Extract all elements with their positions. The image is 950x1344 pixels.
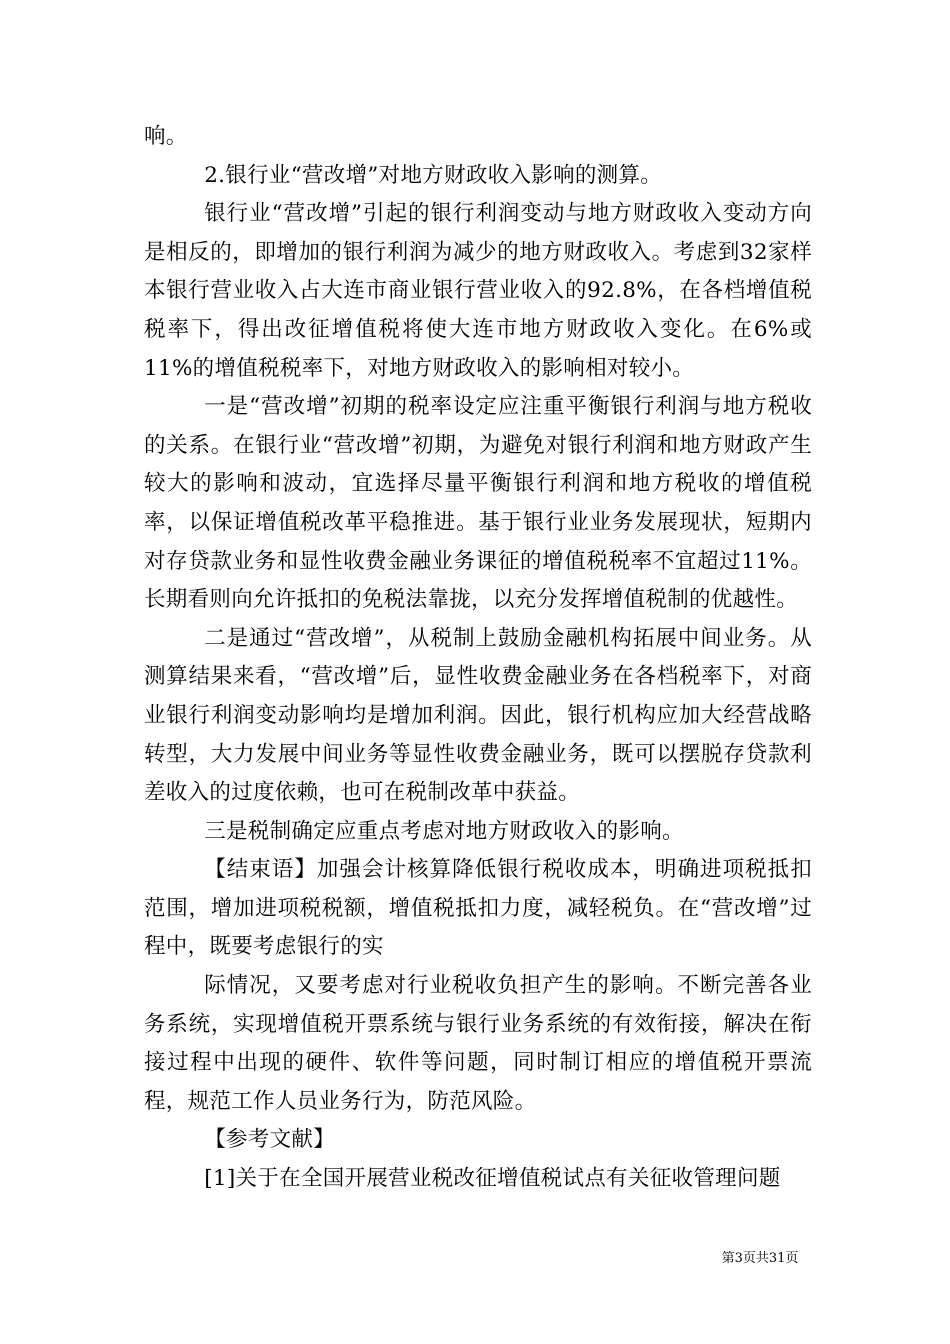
page-number: 第3页共31页 <box>721 1251 799 1266</box>
paragraph: 二是通过“营改增”，从税制上鼓励金融机构拓展中间业务。从测算结果来看，“营改增”后，显性收费金融业务在各档税率下，对商业银行利润变动影响均是增加利润。因此，银行机构应加大经营战略转型，大力发展中间业务等显性收费金融业务，既可以摆脱存贷款利差收入的过度依赖，也可在税制改革中获益。 <box>144 625 812 806</box>
paragraph: 2.银行业“营改增”对地方财政收入影响的测算。 <box>204 162 663 188</box>
paragraph: 三是税制确定应重点考虑对地方财政收入的影响。 <box>204 818 684 844</box>
paragraph: 响。 <box>144 124 188 149</box>
document-body <box>144 118 812 1199</box>
paragraph: 银行业“营改增”引起的银行利润变动与地方财政收入变动方向是相反的，即增加的银行利润为减少的地方财政收入。考虑到32家样本银行营业收入占大连市商业银行营业收入的92.8%，在各档增值税税率下，得出改征增值税将使大连市地方财政收入变化。在6%或11%的增值税税率下，对地方财政收入的影响相对较小。 <box>144 201 812 381</box>
references-heading: 【参考文献】 <box>204 1127 335 1153</box>
paragraph: 【结束语】加强会计核算降低银行税收成本，明确进项税抵扣范围，增加进项税税额，增值税抵扣力度，减轻税负。在“营改增”过程中，既要考虑银行的实 <box>144 857 812 960</box>
paragraph: 际情况，又要考虑对行业税收负担产生的影响。不断完善各业务系统，实现增值税开票系统与银行业务系统的有效衔接，解决在衔接过程中出现的硬件、软件等问题，同时制订相应的增值税开票流程，规范工作人员业务行为，防范风险。 <box>144 973 812 1114</box>
paragraph: 一是“营改增”初期的税率设定应注重平衡银行利润与地方税收的关系。在银行业“营改增”初期，为避免对银行利润和地方财政产生较大的影响和波动，宜选择尽量平衡银行利润和地方税收的增值税率，以保证增值税改革平稳推进。基于银行业业务发展现状，短期内对存贷款业务和显性收费金融业务课征的增值税税率不宜超过11%。长期看则向允许抵扣的免税法靠拢，以充分发挥增值税制的优越性。 <box>144 394 812 613</box>
reference-item: [1]关于在全国开展营业税改征增值税试点有关征收管理问题 <box>204 1166 781 1192</box>
